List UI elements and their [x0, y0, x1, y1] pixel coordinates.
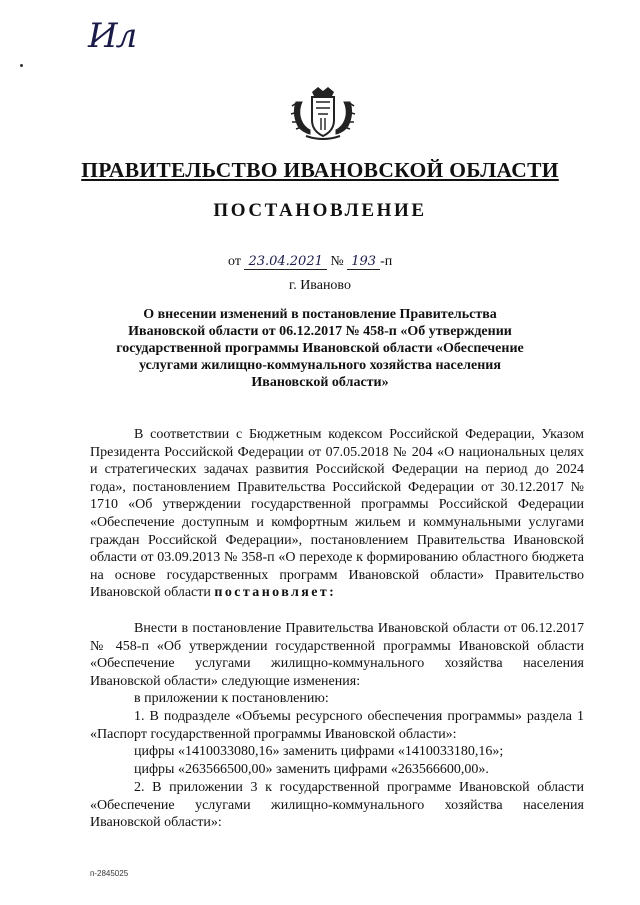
document-number: 193: [347, 254, 380, 270]
change-intro-paragraph: Внести в постановление Правительства Ивановской области от 06.12.2017 № 458-п «Об утверждении государственной программы Ивановской области «Обеспечение услугами жилищно-коммунального хозяйства населения Ивановской области» следующие изменения:: [90, 621, 584, 689]
city: г. Иваново: [289, 278, 351, 293]
document-type: ПОСТАНОВЛЕНИЕ: [213, 200, 427, 221]
item-2: 2. В приложении 3 к государственной программе Ивановской области «Обеспечение услугами жилищно-коммунального хозяйства населения Ивановской области»:: [90, 780, 584, 831]
decree-word: постановляет:: [214, 585, 337, 601]
ink-dot: [20, 64, 23, 67]
government-title: ПРАВИТЕЛЬСТВО ИВАНОВСКОЙ ОБЛАСТИ: [81, 158, 559, 182]
subject-line: государственной программы Ивановской области «Обеспечение: [116, 341, 524, 356]
coat-of-arms-emblem: [288, 84, 358, 142]
subject-line: О внесении изменений в постановление Правительства: [143, 307, 497, 322]
document-date: 23.04.2021: [244, 254, 326, 270]
item-1-change-a: цифры «1410033080,16» заменить цифрами «1410033180,16»;: [134, 744, 504, 759]
document-code: п-2845025: [90, 869, 129, 878]
subject-line: услугами жилищно-коммунального хозяйства населения: [139, 358, 501, 373]
document-subject: [100, 306, 540, 391]
date-number-line: [228, 254, 392, 270]
subject-line: Ивановской области от 06.12.2017 № 458-п «Об утверждении: [128, 324, 512, 339]
preamble-text: В соответствии с Бюджетным кодексом Российской Федерации, Указом Президента Российской Федерации от 07.05.2018 № 204 «О национальных целях и стратегических задачах развития Российской Федерации на период до 2024 года», постановлением Правительства Российской Федерации от 30.12.2017 № 1710 «Об утверждении государственной программы Российской Федерации «Обеспечение доступным и комфортным жильем и коммунальными услугами граждан Российской Федерации», постановлением Правительства Ивановской области от 03.09.2013 № 358-п «О переходе к формированию областного бюджета на основе государственных программ Ивановской области» Правительство Ивановской области: [90, 427, 584, 601]
item-1: 1. В подразделе «Объемы ресурсного обеспечения программы» раздела 1 «Паспорт государственной программы Ивановской области»:: [90, 709, 584, 742]
date-prefix: от: [228, 254, 241, 269]
item-1-change-b: цифры «263566500,00» заменить цифрами «263566600,00».: [134, 762, 489, 777]
number-sign: №: [330, 254, 344, 269]
handwritten-mark: Ил: [88, 16, 136, 56]
number-suffix: -п: [380, 254, 393, 269]
preamble-paragraph: [90, 426, 584, 602]
subject-line: Ивановской области»: [251, 375, 389, 390]
appendix-line: в приложении к постановлению:: [134, 691, 329, 706]
